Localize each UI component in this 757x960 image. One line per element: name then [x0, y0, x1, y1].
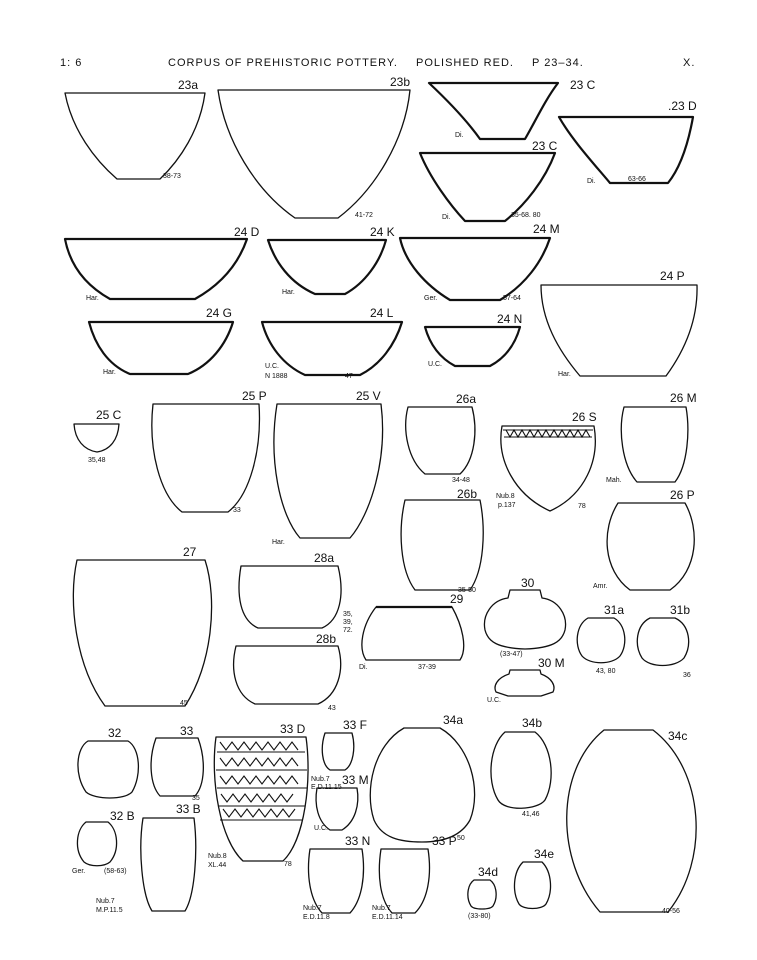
vessel-33P: [372, 834, 457, 921]
vessel-24M: [400, 222, 560, 302]
vessel-note: Di.: [442, 214, 451, 221]
vessel-label: 32 B: [110, 809, 135, 823]
vessel-label: 28a: [314, 551, 335, 565]
vessel-note: 34-48: [452, 477, 470, 484]
vessel-label: 25 P: [242, 389, 267, 403]
vessel-note: Nub.7: [303, 905, 322, 912]
vessel-label: 24 G: [206, 306, 233, 320]
vessel-34b: [491, 716, 551, 818]
vessel-32: [78, 726, 138, 798]
vessel-30M: [487, 656, 565, 704]
vessel-note: 35-68. 80: [511, 212, 541, 219]
vessel-33D: [208, 722, 308, 869]
vessel-label: 23a: [178, 78, 199, 92]
vessel-label: 24 L: [370, 306, 394, 320]
vessel-26a: [406, 392, 477, 484]
vessel-note: Di.: [587, 178, 596, 185]
vessel-note: 78: [284, 861, 292, 868]
vessel-note: Nub.7: [311, 776, 330, 783]
vessel-label: 33 M: [342, 773, 369, 787]
vessel-25P: [152, 389, 267, 514]
vessel-33: [151, 724, 203, 802]
vessel-note: Ger.: [424, 295, 438, 302]
vessel-note: Nub.7: [96, 898, 115, 905]
vessel-label: 23b: [390, 75, 411, 89]
vessel-note: 72.: [343, 627, 353, 634]
vessel-26b: [401, 487, 483, 594]
vessel-note: M.P.11.5: [96, 907, 123, 914]
vessel-label: 23 C: [570, 78, 596, 92]
vessel-note: Di.: [455, 132, 464, 139]
vessel-34d: [468, 865, 498, 920]
vessel-note: (33-80): [468, 913, 491, 920]
vessel-31b: [637, 603, 691, 679]
vessel-note: Nub.8: [208, 853, 227, 860]
vessel-23a: [65, 78, 205, 180]
vessel-34e: [514, 847, 554, 909]
vessel-25V: [272, 389, 383, 546]
vessel-note: XL.44: [208, 862, 227, 869]
vessel-note: 63-66: [628, 176, 646, 183]
vessel-label: 24 K: [370, 225, 395, 239]
vessel-note: Mah.: [606, 477, 622, 484]
vessel-label: 33: [180, 724, 194, 738]
vessel-note: 37-39: [418, 664, 436, 671]
vessel-label: 33 P: [432, 834, 457, 848]
vessel-note: 39,: [343, 619, 353, 626]
vessel-label: 33 F: [343, 718, 368, 732]
vessel-note: U.C.: [265, 363, 279, 370]
vessel-label: 34b: [522, 716, 543, 730]
vessel-26S: [496, 410, 597, 511]
vessel-label: 24 P: [660, 269, 685, 283]
plate-number: X.: [683, 57, 696, 69]
plate-subtitle: POLISHED RED.: [416, 57, 514, 69]
vessel-24G: [89, 306, 233, 376]
vessel-26P: [593, 488, 695, 590]
vessel-25C: [74, 408, 122, 464]
vessel-note: Har.: [272, 539, 285, 546]
vessel-23C-2: [420, 139, 558, 221]
vessel-34a: [370, 713, 474, 842]
vessel-note: E.D.11.14: [372, 914, 403, 921]
vessel-note: U.C.: [314, 825, 328, 832]
vessel-note: 40-56: [662, 908, 680, 915]
vessel-note: 43, 80: [596, 668, 616, 675]
vessel-26M: [606, 391, 697, 484]
vessel-note: 41,46: [522, 811, 540, 818]
vessel-34c: [567, 729, 696, 915]
vessel-label: 33 N: [345, 834, 371, 848]
vessel-23b: [218, 75, 410, 219]
vessel-note: (33-47): [500, 651, 523, 658]
vessel-label: 25 V: [356, 389, 381, 403]
vessel-note: Har.: [558, 371, 571, 378]
vessel-note: U.C.: [487, 697, 501, 704]
vessel-label: 32: [108, 726, 122, 740]
vessel-24N: [425, 312, 522, 368]
vessel-label: 34e: [534, 847, 555, 861]
vessel-label: 34a: [443, 713, 464, 727]
vessel-24L: [262, 306, 402, 380]
vessel-note: Har.: [103, 369, 116, 376]
vessel-note: 45: [180, 700, 188, 707]
vessel-note: 33: [233, 507, 241, 514]
vessel-label: 29: [450, 592, 464, 606]
vessel-label: .23 D: [668, 99, 697, 113]
plate-title: CORPUS OF PREHISTORIC POTTERY.: [168, 57, 398, 69]
vessel-note: Amr.: [593, 583, 608, 590]
vessel-32B: [72, 809, 135, 875]
vessel-label: 33 B: [176, 802, 201, 816]
vessel-note: 50: [457, 835, 465, 842]
vessel-label: 26 M: [670, 391, 697, 405]
vessel-label: 25 C: [96, 408, 122, 422]
vessel-27: [73, 545, 211, 707]
vessel-note: 47: [345, 373, 353, 380]
vessel-label: 24 M: [533, 222, 560, 236]
vessel-label: 31a: [604, 603, 625, 617]
vessel-28b: [234, 632, 341, 712]
vessel-29: [359, 592, 464, 671]
vessel-label: 24 N: [497, 312, 523, 326]
vessel-31a: [577, 603, 625, 675]
vessel-note: 35,48: [88, 457, 106, 464]
vessel-label: 30: [521, 576, 535, 590]
vessel-note: 57-64: [503, 295, 521, 302]
vessel-label: 34d: [478, 865, 499, 879]
vessel-note: 43: [328, 705, 336, 712]
vessel-label: 24 D: [234, 225, 260, 239]
vessel-note: E.D.11.8: [303, 914, 330, 921]
vessel-label: 26a: [456, 392, 477, 406]
vessel-label: 26b: [457, 487, 478, 501]
vessel-label: 23 C: [532, 139, 558, 153]
vessel-note: U.C.: [428, 361, 442, 368]
vessel-24P: [541, 269, 697, 378]
vessel-note: N 1888: [265, 373, 288, 380]
vessel-23D: [559, 99, 697, 185]
vessel-28a: [239, 551, 353, 634]
vessel-note: Ger.: [72, 868, 86, 875]
vessel-label: 26 S: [572, 410, 597, 424]
vessel-note: Nub.8: [496, 493, 515, 500]
vessel-note: (58-63): [104, 868, 127, 875]
vessel-note: Nub.7: [372, 905, 391, 912]
vessel-note: 36: [683, 672, 691, 679]
plate-range: P 23–34.: [532, 57, 584, 69]
vessel-24K: [268, 225, 395, 296]
vessel-label: 30 M: [538, 656, 565, 670]
vessel-note: 35-50: [458, 587, 476, 594]
vessel-note: p.137: [498, 502, 516, 509]
vessel-24D: [65, 225, 260, 302]
vessel-33N: [303, 834, 370, 921]
vessel-label: 26 P: [670, 488, 695, 502]
vessel-note: Har.: [86, 295, 99, 302]
scale-label: 1: 6: [60, 57, 83, 69]
vessel-label: 27: [183, 545, 197, 559]
vessel-30: [484, 576, 565, 658]
vessel-23C-1: [429, 78, 596, 139]
vessel-note: 41-72: [355, 212, 373, 219]
vessel-note: Har.: [282, 289, 295, 296]
vessel-note: E.D.11.15: [311, 784, 342, 791]
vessel-label: 34c: [668, 729, 688, 743]
vessel-label: 28b: [316, 632, 337, 646]
vessel-note: 78: [578, 503, 586, 510]
vessel-label: 33 D: [280, 722, 306, 736]
vessel-note: 35,: [343, 611, 353, 618]
vessel-note: 38-73: [163, 173, 181, 180]
plate-header: [60, 57, 695, 69]
vessel-note: 35: [192, 795, 200, 802]
vessel-note: Di.: [359, 664, 368, 671]
vessel-label: 31b: [670, 603, 691, 617]
